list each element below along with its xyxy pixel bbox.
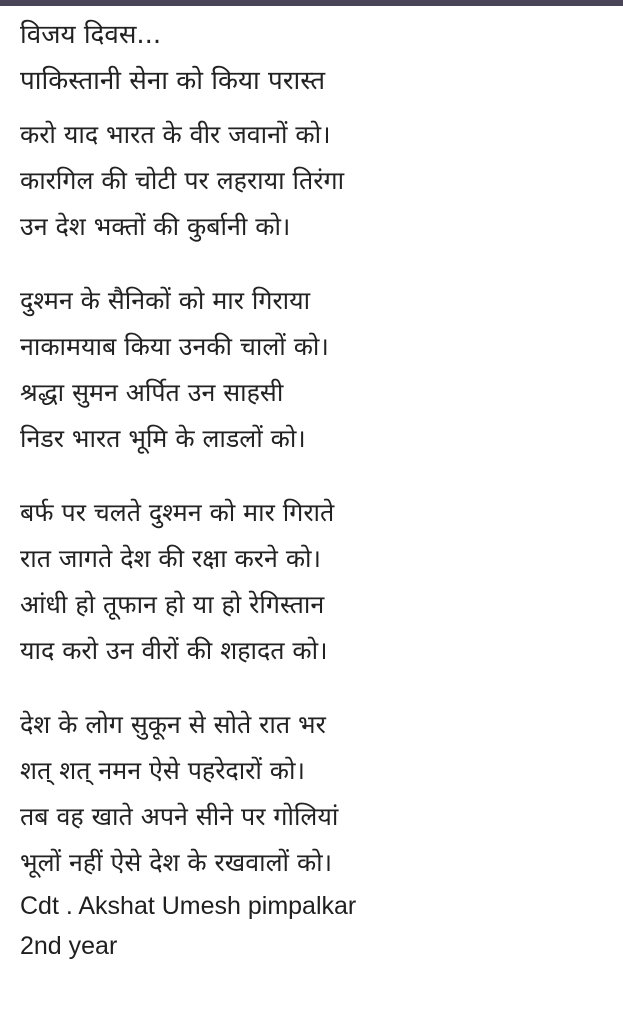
poem-title: विजय दिवस... [20,20,162,50]
poem-line: कारगिल की चोटी पर लहराया तिरंगा [20,166,345,195]
stanza-2 [20,278,615,462]
poem-line: आंधी हो तूफान हो या हो रेगिस्तान [20,590,325,619]
poem-line: दुश्मन के सैनिकों को मार गिराया [20,286,311,315]
poem-line: देश के लोग सुकून से सोते रात भर [20,710,326,739]
poem-line: करो याद भारत के वीर जवानों को। [20,120,331,149]
poem-line: शत् शत् नमन ऐसे पहरेदारों को। [20,756,305,785]
top-status-bar [0,0,623,6]
poem-line: बर्फ पर चलते दुश्मन को मार गिराते [20,498,335,527]
poem-line: निडर भारत भूमि के लाडलों को। [20,424,306,453]
author-year: 2nd year [20,932,118,960]
poem-line: याद करो उन वीरों की शहादत को। [20,636,328,665]
stanza-1 [20,112,615,250]
author-name: Cdt . Akshat Umesh pimpalkar [20,892,357,920]
poem-subtitle: पाकिस्तानी सेना को किया परास्त [20,66,326,96]
poem-line: तब वह खाते अपने सीने पर गोलियां [20,802,339,831]
poem-line: उन देश भक्तों की कुर्बानी को। [20,212,291,241]
poem-line: नाकामयाब किया उनकी चालों को। [20,332,329,361]
poem-line: श्रद्धा सुमन अर्पित उन साहसी [20,378,284,407]
poem-line: रात जागते देश की रक्षा करने को। [20,544,322,573]
stanza-4 [20,702,615,886]
poem-document [20,16,615,966]
poem-body [20,112,615,966]
poem-line: भूलों नहीं ऐसे देश के रखवालों को। [20,848,333,877]
stanza-3 [20,490,615,674]
